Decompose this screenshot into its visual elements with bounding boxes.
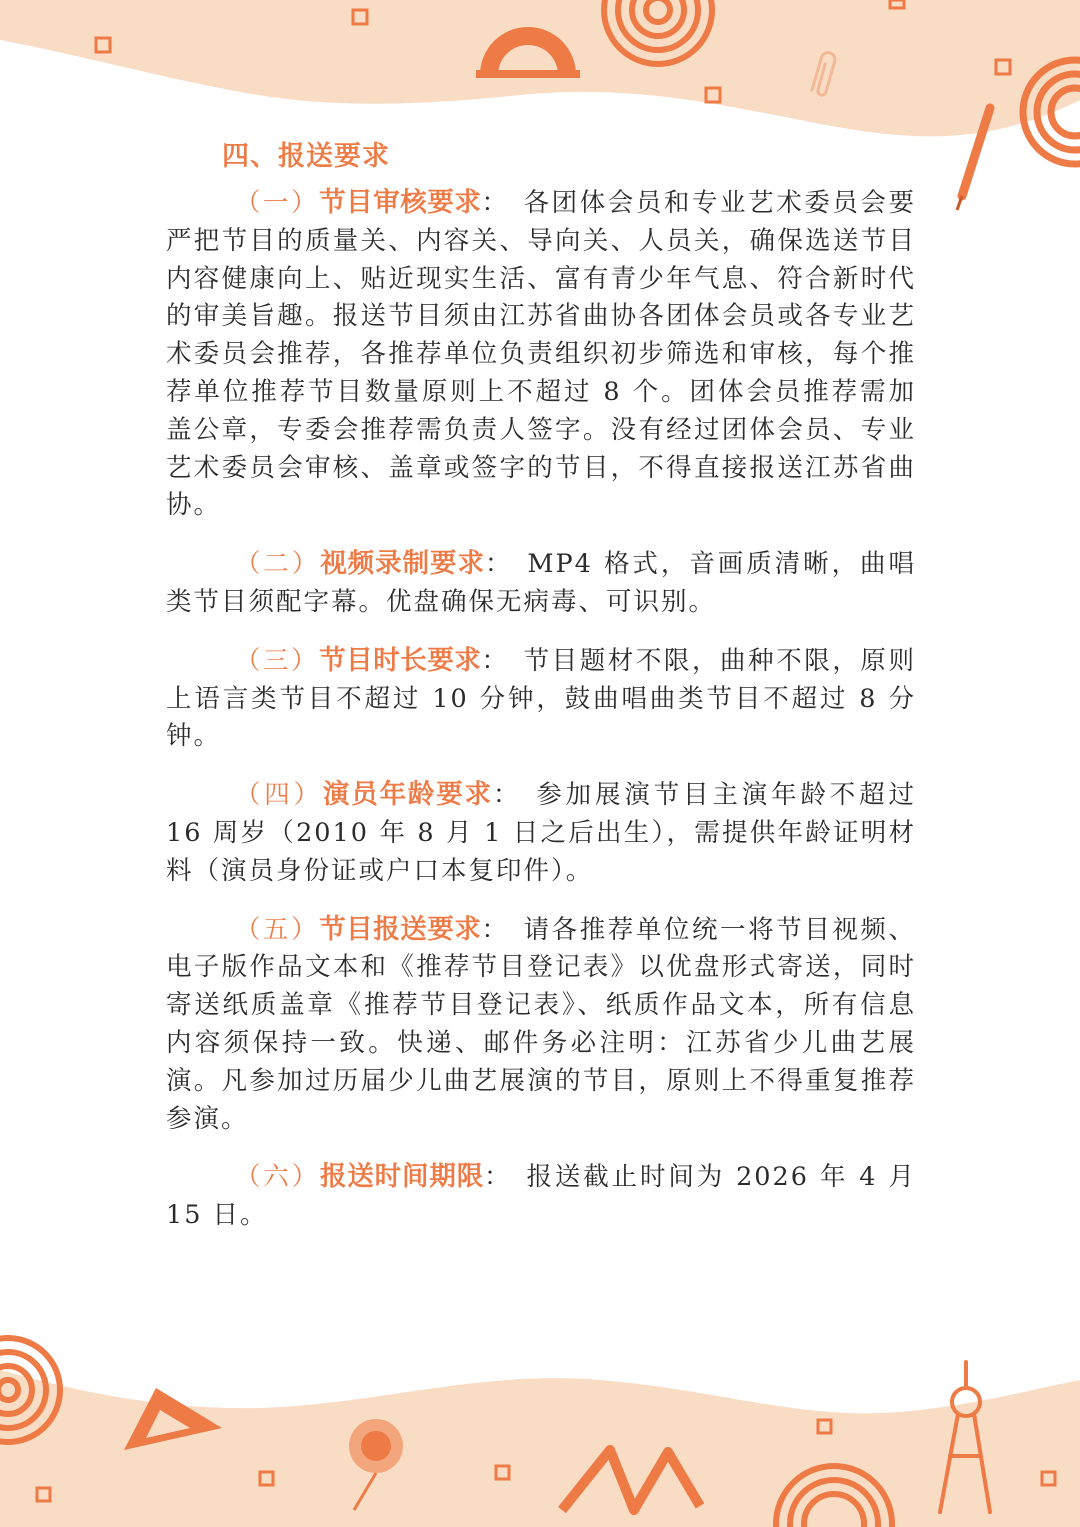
bottom-wave: [0, 1370, 1080, 1527]
item-body: 参加展演节目主演年龄不超过 16 周岁（2010 年 8 月 1 日之后出生），需提供年龄证明材料（演员身份证或户口本复印件）。: [166, 780, 916, 886]
square-icon: [890, 0, 904, 8]
folding-ruler-icon: [562, 1450, 700, 1510]
protractor-icon: [476, 27, 580, 78]
triangle-ruler-icon: [124, 1388, 222, 1450]
pencil-icon: [957, 108, 990, 210]
paragraph-deadline: [166, 1158, 916, 1235]
item-body: 节目题材不限，曲种不限，原则上语言类节目不超过 10 分钟，鼓曲唱曲类节目不超过 8 分钟。: [166, 645, 916, 752]
item-colon: ：: [481, 188, 510, 218]
square-icon: [496, 1466, 509, 1479]
square-icon: [996, 60, 1010, 74]
item-colon: ：: [484, 549, 514, 580]
square-icon: [37, 1488, 50, 1501]
document-body: [166, 138, 916, 1255]
item-colon: ：: [484, 1162, 513, 1193]
item-number: （二）: [234, 549, 321, 580]
item-number: （一）: [234, 188, 320, 218]
item-number: （四）: [234, 780, 323, 811]
concentric-circles-icon: [776, 1466, 892, 1527]
item-label: 节目审核要求: [319, 187, 482, 218]
top-wave: [0, 0, 1080, 136]
item-body: 报送截止时间为 2026 年 4 月 15 日。: [166, 1162, 916, 1231]
item-label: 演员年龄要求: [322, 779, 493, 811]
paragraph-age-requirements: [166, 776, 916, 890]
item-label: 节目时长要求: [319, 644, 482, 676]
item-number: （五）: [234, 914, 320, 945]
item-number: （三）: [234, 645, 320, 676]
bottom-decoration: [0, 1300, 1080, 1527]
paperclip-icon: [812, 53, 835, 96]
item-body: MP4 格式，音画质清晰，曲唱类节目须配字幕。优盘确保无病毒、可识别。: [166, 549, 916, 617]
item-number: （六）: [234, 1162, 320, 1193]
tape-measure-icon: [349, 1419, 403, 1510]
paragraph-duration-requirements: [166, 642, 916, 756]
item-label: 报送时间期限: [319, 1161, 485, 1193]
item-colon: ：: [481, 914, 510, 945]
section-title: 四、报送要求: [222, 141, 390, 172]
item-colon: ：: [481, 645, 510, 676]
square-icon: [260, 1472, 273, 1485]
square-icon: [818, 1420, 831, 1433]
square-icon: [96, 38, 110, 52]
square-icon: [353, 10, 367, 24]
compass-icon: [940, 1362, 990, 1512]
paragraph-review-requirements: [166, 184, 916, 525]
square-icon: [1042, 1472, 1055, 1485]
concentric-circles-icon: [604, 0, 712, 64]
paragraph-video-requirements: [166, 545, 916, 622]
item-label: 节目报送要求: [319, 913, 482, 945]
item-body: 各团体会员和专业艺术委员会要严把节目的质量关、内容关、导向关、人员关，确保选送节目内容健康向上、贴近现实生活、富有青少年气息、符合新时代的审美旨趣。报送节目须由江苏省曲协各团体会员或各专业艺术委员会推荐，各推荐单位负责组织初步筛选和审核，每个推荐单位推荐节目数量原则上不超过 8 个。团体会员推荐需加盖公章，专委会推荐需负责人签字。没有经过团体会员、专业艺术委员会审核、盖章或签字的节目，不得直接报送江苏省曲协。: [166, 188, 916, 521]
concentric-circles-icon: [1023, 60, 1080, 164]
paragraph-submission-requirements: [166, 911, 916, 1139]
square-icon: [706, 88, 720, 102]
item-label: 视频录制要求: [320, 548, 485, 580]
item-body: 请各推荐单位统一将节目视频、电子版作品文本和《推荐节目登记表》以优盘形式寄送，同时寄送纸质盖章《推荐节目登记表》、纸质作品文本，所有信息内容须保持一致。快递、邮件务必注明：江苏省少儿曲艺展演。凡参加过历届少儿曲艺展演的节目，原则上不得重复推荐参演。: [166, 914, 916, 1134]
concentric-circles-icon: [0, 1338, 60, 1442]
item-colon: ：: [492, 780, 523, 811]
